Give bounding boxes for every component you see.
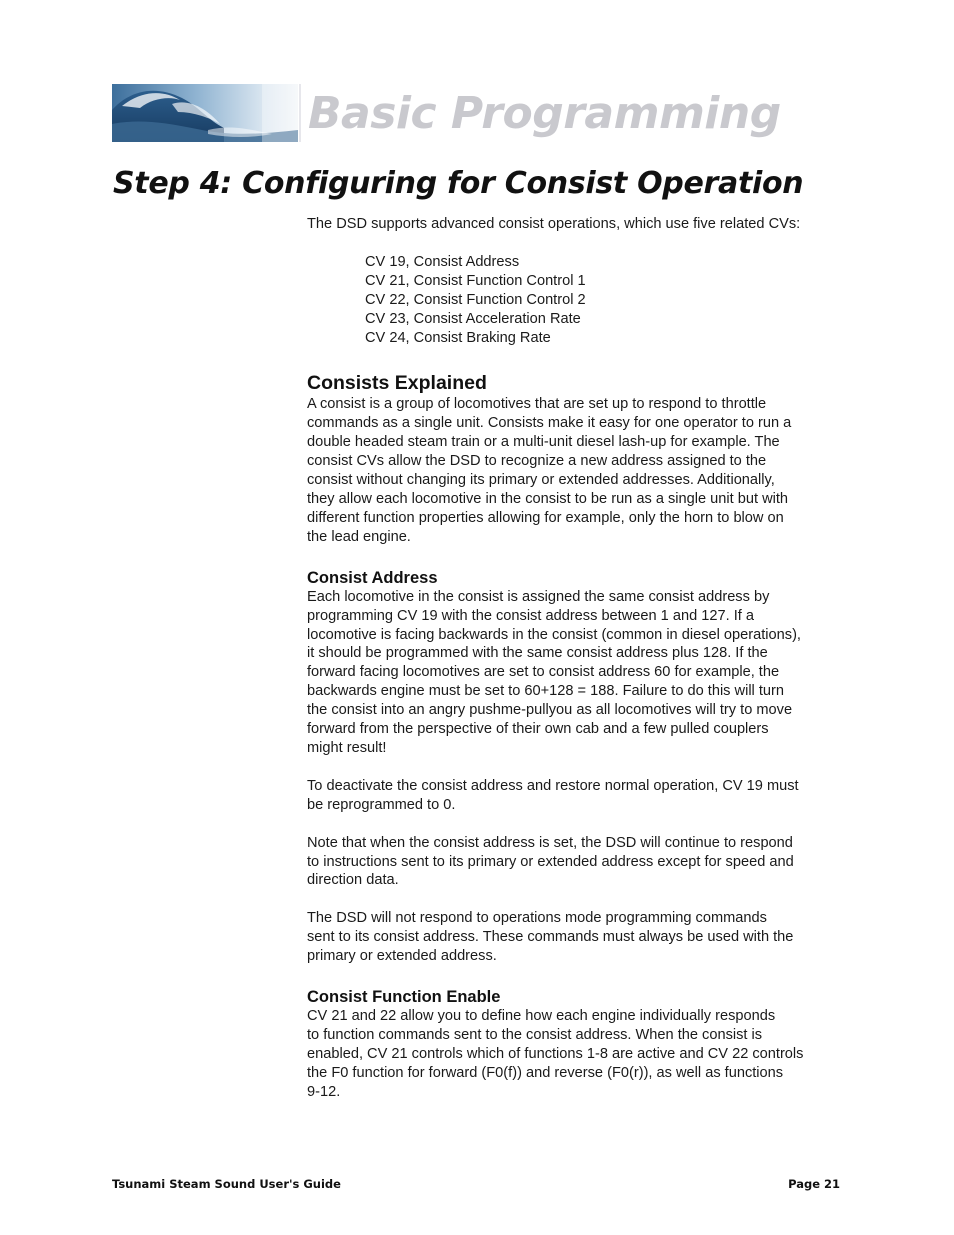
note-paragraph: Note that when the consist address is set, the DSD will continue to respond to instructions sent to its primary or extended address except for speed and direction data. (307, 834, 794, 889)
consist-address-heading: Consist Address (307, 568, 438, 587)
footer-page-number: Page 21 (788, 1177, 840, 1191)
list-item: CV 24, Consist Braking Rate (365, 329, 551, 346)
section-title: Step 4: Configuring for Consist Operation (113, 166, 804, 201)
footer-guide-title: Tsunami Steam Sound User's Guide (112, 1177, 341, 1191)
main-content (307, 215, 842, 1102)
intro-paragraph: The DSD supports advanced consist operations, which use five related CVs: (307, 216, 801, 232)
list-item: CV 23, Consist Acceleration Rate (365, 310, 581, 327)
consist-address-paragraph: Each locomotive in the consist is assigned the same consist address by programming CV 19 with the consist address between 1 and 127. If a locomotive is facing backwards in the consist (common in diesel operations), it should be programmed with the same consist address plus 128. If the forward facing locomotives are set to consist address 60 for example, the backwards engine must be set to 60+128 = 188. Failure to do this will turn the consist into an angry pushme-pullyou as all locomotives will try to move forward from the perspective of their own cab and a few pulled couplers might result! (307, 588, 801, 756)
list-item: CV 22, Consist Function Control 2 (365, 291, 586, 308)
list-item: CV 19, Consist Address (365, 253, 520, 270)
deactivate-paragraph: To deactivate the consist address and restore normal operation, CV 19 must be reprogrammed to 0. (307, 777, 799, 813)
consists-explained-paragraph: A consist is a group of locomotives that are set up to respond to throttle commands as a single unit. Consists make it easy for one operator to run a double headed steam train or a multi-unit diesel lash-up for example. The consist CVs allow the DSD to recognize a new address assigned to the consist without changing its primary or extended addresses. Additionally, they allow each locomotive in the consist to be run as a single unit but with different function properties allowing for example, only the horn to blow on the lead engine. (307, 396, 792, 545)
ocean-wave-icon (112, 84, 298, 142)
list-item: CV 21, Consist Function Control 1 (365, 272, 586, 289)
ocean-wave-image (112, 84, 298, 142)
banner-divider (299, 84, 301, 142)
consist-function-enable-heading: Consist Function Enable (307, 988, 501, 1007)
chapter-title: Basic Programming (308, 88, 781, 139)
ops-mode-paragraph: The DSD will not respond to operations mode programming commands sent to its consist address. These commands must always be used with the primary or extended address. (307, 910, 794, 965)
cv-list (365, 253, 842, 348)
consists-explained-heading: Consists Explained (307, 372, 487, 395)
consist-function-enable-paragraph: CV 21 and 22 allow you to define how each engine individually responds to function commands sent to the consist address. When the consist is enabled, CV 21 controls which of functions 1-8 are active and CV 22 controls the F0 function for forward (F0(f)) and reverse (F0(r)), as well as functions 9-12. (307, 1008, 804, 1100)
